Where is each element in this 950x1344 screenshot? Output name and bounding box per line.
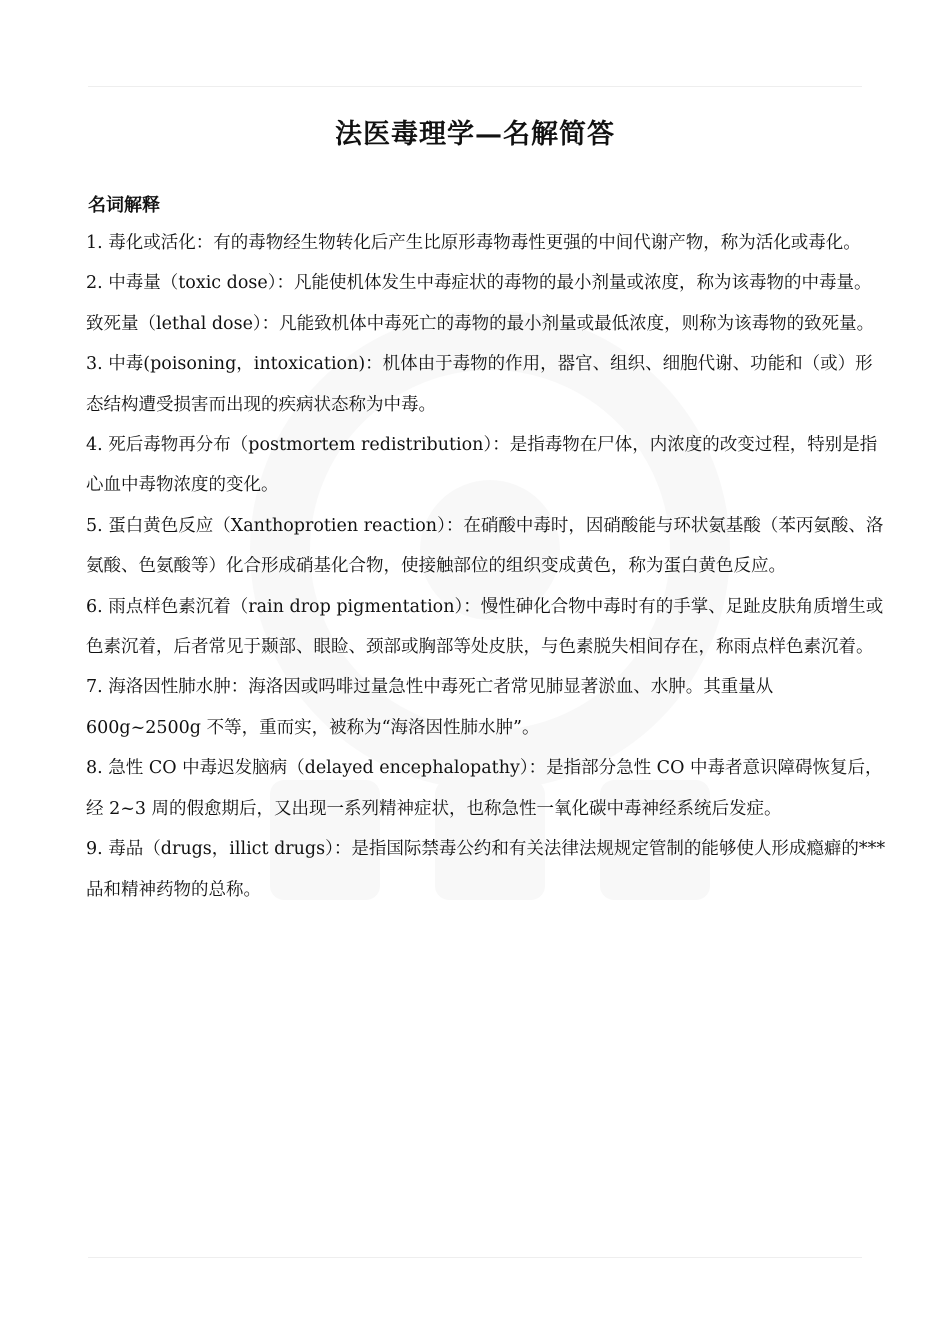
definitions-list xyxy=(86,223,886,910)
header-divider xyxy=(88,86,862,87)
section-heading: 名词解释 xyxy=(88,195,160,216)
definition-paragraph: 致死量（lethal dose）：凡能致机体中毒死亡的毒物的最小剂量或最低浓度，则称为该毒物的致死量。 xyxy=(86,313,875,334)
definition-paragraph: 5. 蛋白黄色反应（Xanthoprotien reaction）：在硝酸中毒时，因硝酸能与环状氨基酸（苯丙氨酸、洛氨酸、色氨酸等）化合形成硝基化合物，使接触部位的组织变成黄色，称为蛋白黄色反应。 xyxy=(86,515,884,577)
document-title: 法医毒理学—名解简答 xyxy=(335,119,615,150)
definition-paragraph: 4. 死后毒物再分布（postmortem redistribution）：是指毒物在尸体，内浓度的改变过程，特别是指心血中毒物浓度的变化。 xyxy=(86,435,878,496)
definition-paragraph: 6. 雨点样色素沉着（rain drop pigmentation）：慢性砷化合物中毒时有的手掌、足趾皮肤角质增生或色素沉着，后者常见于颞部、眼睑、颈部或胸部等处皮肤，与色素脱失相间存在，称雨点样色素沉着。 xyxy=(86,596,884,658)
definition-paragraph: 7. 海洛因性肺水肿：海洛因或吗啡过量急性中毒死亡者常见肺显著淤血、水肿。其重量从 600g~2500g 不等，重而实，被称为“海洛因性肺水肿”。 xyxy=(86,677,774,738)
definition-paragraph: 2. 中毒量（toxic dose）：凡能使机体发生中毒症状的毒物的最小剂量或浓度，称为该毒物的中毒量。 xyxy=(86,273,872,294)
definition-paragraph: 9. 毒品（drugs，illict drugs）：是指国际禁毒公约和有关法律法规规定管制的能够使人形成瘾癖的***品和精神药物的总称。 xyxy=(86,839,886,900)
definition-paragraph: 8. 急性 CO 中毒迟发脑病（delayed encephalopathy）：是指部分急性 CO 中毒者意识障碍恢复后，经 2~3 周的假愈期后，又出现一系列精神症状，也称急性一氧化碳中毒神经系统后发症。 xyxy=(86,758,883,819)
definition-paragraph: 1. 毒化或活化：有的毒物经生物转化后产生比原形毒物毒性更强的中间代谢产物，称为活化或毒化。 xyxy=(86,233,861,253)
definition-paragraph: 3. 中毒(poisoning，intoxication)：机体由于毒物的作用，器官、组织、细胞代谢、功能和（或）形态结构遭受损害而出现的疾病状态称为中毒。 xyxy=(86,354,873,415)
footer-divider xyxy=(88,1257,862,1258)
